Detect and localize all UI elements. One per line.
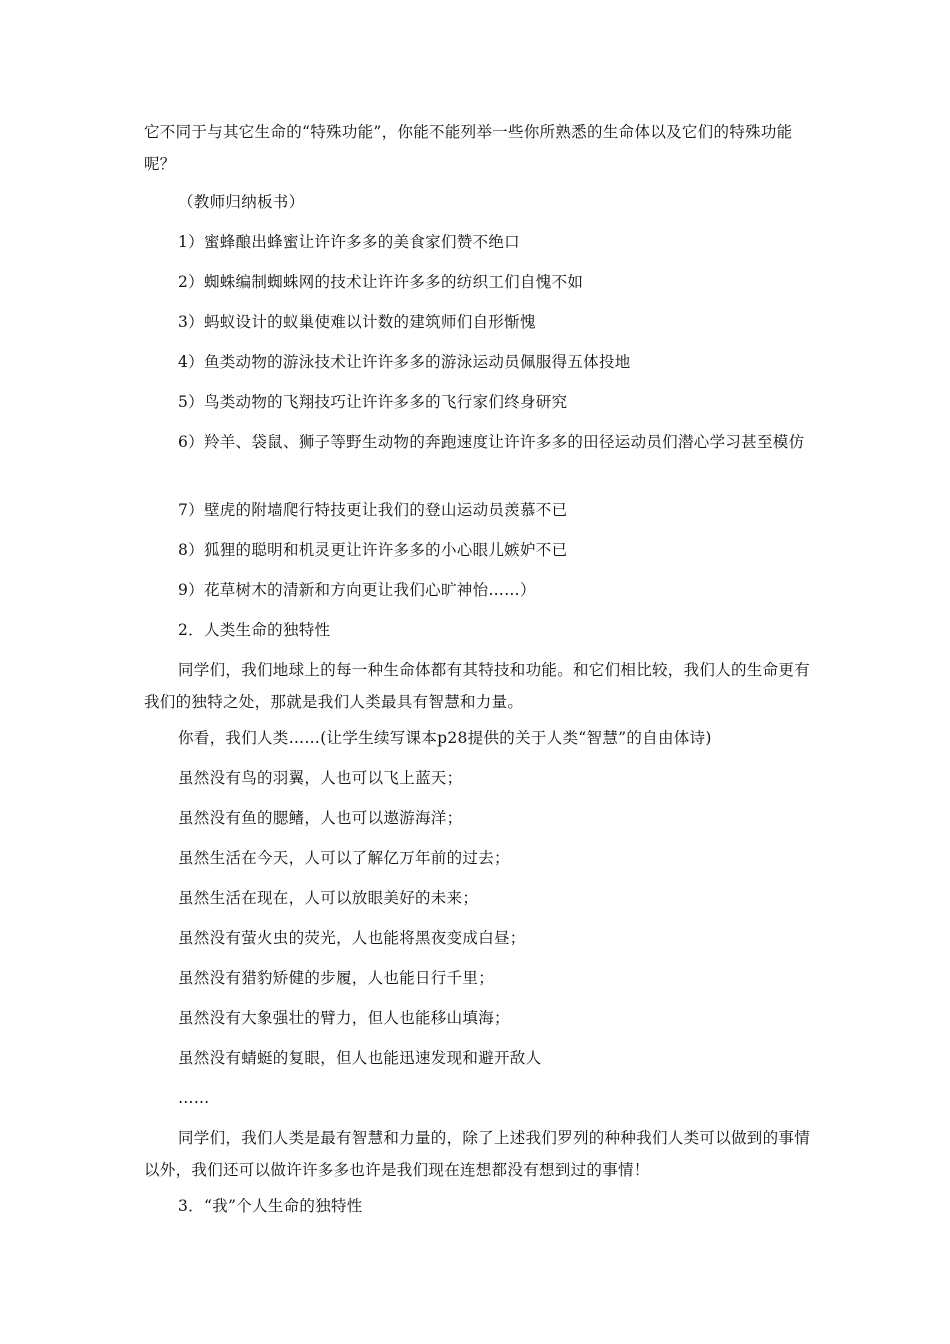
- poem-line: 虽然生活在现在，人可以放眼美好的未来；: [178, 889, 479, 907]
- paragraph-teacher-note: （教师归纳板书）: [178, 193, 305, 211]
- list-item: 9）花草树木的清新和方向更让我们心旷神怡……）: [178, 581, 536, 599]
- poem-line: 虽然没有鸟的羽翼，人也可以飞上蓝天；: [178, 769, 463, 787]
- list-item: 8）狐狸的聪明和机灵更让许许多多的小心眼儿嫉妒不已: [178, 541, 568, 559]
- list-item: 6）羚羊、袋鼠、狮子等野生动物的奔跑速度让许许多多的田径运动员们潜心学习甚至模仿: [178, 433, 805, 451]
- list-item: 2）蜘蛛编制蜘蛛网的技术让许许多多的纺织工们自愧不如: [178, 273, 584, 291]
- list-item: 5）鸟类动物的飞翔技巧让许许多多的飞行家们终身研究: [178, 393, 568, 411]
- paragraph-look: 你看，我们人类……(让学生续写课本p28提供的关于人类“智慧”的自由体诗): [178, 729, 712, 747]
- list-item: 7）壁虎的附墙爬行特技更让我们的登山运动员羡慕不已: [178, 501, 568, 519]
- section-heading-3: 3．“我”个人生命的独特性: [178, 1197, 363, 1215]
- paragraph-classmates-2: 同学们，我们人类是最有智慧和力量的，除了上述我们罗列的种种我们人类可以做到的事情以外，我们还可以做许许多多也许是我们现在连想都没有想到过的事情！: [144, 1129, 811, 1179]
- poem-line: 虽然没有鱼的腮鳍，人也可以遨游海洋；: [178, 809, 463, 827]
- list-item: 3）蚂蚁设计的蚁巢使难以计数的建筑师们自形惭愧: [178, 313, 536, 331]
- poem-line: 虽然没有大象强壮的臂力，但人也能移山填海；: [178, 1009, 510, 1027]
- poem-line: 虽然生活在今天，人可以了解亿万年前的过去；: [178, 849, 510, 867]
- section-heading-2: 2．人类生命的独特性: [178, 621, 331, 639]
- poem-line: 虽然没有萤火虫的荧光，人也能将黑夜变成白昼；: [178, 929, 526, 947]
- poem-line: 虽然没有猎豹矫健的步履，人也能日行千里；: [178, 969, 495, 987]
- ellipsis: ……: [178, 1089, 210, 1107]
- paragraph-classmates-1: 同学们，我们地球上的每一种生命体都有其特技和功能。和它们相比较，我们人的生命更有我们的独特之处，那就是我们人类最具有智慧和力量。: [144, 661, 811, 711]
- list-item: 1）蜜蜂酿出蜂蜜让许许多多的美食家们赞不绝口: [178, 233, 520, 251]
- list-item: 4）鱼类动物的游泳技术让许许多多的游泳运动员佩服得五体投地: [178, 353, 631, 371]
- paragraph-intro: 它不同于与其它生命的“特殊功能”，你能不能列举一些你所熟悉的生命体以及它们的特殊功能呢？: [144, 123, 793, 173]
- poem-line: 虽然没有蜻蜓的复眼，但人也能迅速发现和避开敌人: [178, 1049, 542, 1067]
